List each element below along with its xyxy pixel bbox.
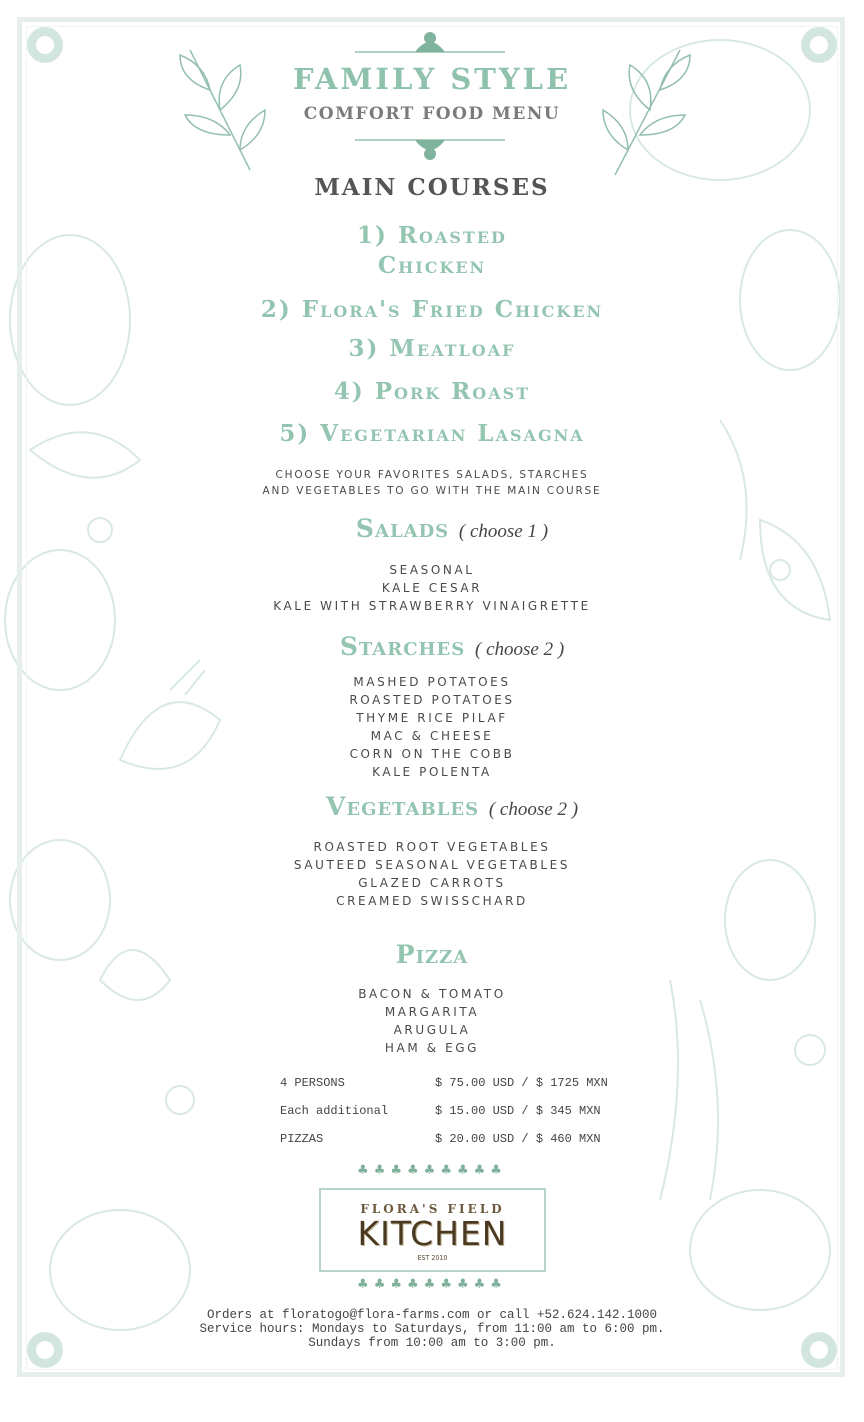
price-row bbox=[280, 1076, 635, 1104]
vegetables-title: Vegetables bbox=[325, 792, 480, 821]
logo-established: EST 2010 bbox=[417, 1254, 448, 1262]
logo-top-text: FLORA'S FIELD bbox=[360, 1202, 505, 1216]
list-item: GLAZED CARROTS bbox=[358, 876, 506, 890]
course-item-1-line1: 1) Roasted bbox=[357, 222, 507, 249]
starches-title: Starches bbox=[339, 632, 466, 661]
list-item: CORN ON THE COBB bbox=[349, 747, 515, 761]
sides-instruction-line2: AND VEGETABLES TO GO WITH THE MAIN COURSE bbox=[262, 485, 602, 497]
sides-instruction-line1: CHOOSE YOUR FAVORITES SALADS, STARCHES bbox=[275, 469, 589, 481]
price-label: Each additional bbox=[280, 1104, 389, 1118]
starches-choose-note: ( choose 2 ) bbox=[475, 639, 565, 660]
price-label: PIZZAS bbox=[280, 1132, 324, 1146]
course-item-4: 4) Pork Roast bbox=[333, 378, 531, 405]
list-item: KALE POLENTA bbox=[372, 765, 492, 779]
course-item-5: 5) Vegetarian Lasagna bbox=[279, 420, 585, 447]
salads-heading bbox=[0, 514, 864, 543]
list-item: MASHED POTATOES bbox=[353, 675, 511, 689]
contact-footer bbox=[0, 1308, 864, 1350]
price-row bbox=[280, 1132, 635, 1160]
vegetables-list bbox=[0, 838, 864, 910]
price-row bbox=[280, 1104, 635, 1132]
list-item: KALE WITH STRAWBERRY VINAIGRETTE bbox=[273, 599, 591, 613]
course-item-1-line2: Chicken bbox=[377, 252, 487, 279]
salads-choose-note: ( choose 1 ) bbox=[458, 521, 549, 542]
footer-hours-sunday: Sundays from 10:00 am to 3:00 pm. bbox=[308, 1336, 556, 1350]
list-item: KALE CESAR bbox=[381, 581, 483, 595]
price-value: $ 15.00 USD / $ 345 MXN bbox=[435, 1104, 601, 1118]
main-courses-heading: MAIN COURSES bbox=[314, 174, 550, 201]
price-value: $ 20.00 USD / $ 460 MXN bbox=[435, 1132, 601, 1146]
footer-hours-weekdays: Service hours: Mondays to Saturdays, from 11:00 am to 6:00 pm. bbox=[199, 1322, 665, 1336]
price-table bbox=[280, 1076, 635, 1160]
list-item: ROASTED ROOT VEGETABLES bbox=[313, 840, 551, 854]
sides-instruction bbox=[0, 467, 864, 499]
pizza-heading: Pizza bbox=[395, 940, 469, 969]
course-item-3: 3) Meatloaf bbox=[348, 335, 516, 362]
list-item: HAM & EGG bbox=[384, 1041, 480, 1055]
course-item-2: 2) Flora's Fried Chicken bbox=[260, 296, 604, 323]
price-value: $ 75.00 USD / $ 1725 MXN bbox=[435, 1076, 608, 1090]
list-item: MAC & CHEESE bbox=[370, 729, 494, 743]
ornament-leaf-row-bottom: ♣♣♣♣♣♣♣♣♣ bbox=[357, 1277, 507, 1292]
salads-title: Salads bbox=[355, 514, 450, 543]
footer-orders: Orders at floratogo@flora-farms.com or call +52.624.142.1000 bbox=[206, 1308, 658, 1322]
list-item: THYME RICE PILAF bbox=[356, 711, 508, 725]
vegetables-heading bbox=[0, 792, 864, 821]
ornament-leaf-row-top: ♣♣♣♣♣♣♣♣♣ bbox=[357, 1163, 507, 1178]
restaurant-logo bbox=[319, 1188, 546, 1272]
list-item: SAUTEED SEASONAL VEGETABLES bbox=[293, 858, 571, 872]
menu-subtitle: COMFORT FOOD MENU bbox=[303, 104, 561, 124]
list-item: SEASONAL bbox=[389, 563, 475, 577]
list-item: BACON & TOMATO bbox=[358, 987, 506, 1001]
menu-title: FAMILY STYLE bbox=[292, 62, 572, 96]
starches-list bbox=[0, 673, 864, 781]
vegetables-choose-note: ( choose 2 ) bbox=[488, 799, 579, 820]
list-item: CREAMED SWISSCHARD bbox=[336, 894, 528, 908]
logo-main-text: KITCHEN bbox=[357, 1214, 508, 1253]
list-item: ROASTED POTATOES bbox=[349, 693, 515, 707]
salads-list bbox=[0, 561, 864, 615]
list-item: MARGARITA bbox=[384, 1005, 480, 1019]
starches-heading bbox=[0, 632, 864, 661]
list-item: ARUGULA bbox=[393, 1023, 471, 1037]
pizza-list bbox=[0, 985, 864, 1057]
price-label: 4 PERSONS bbox=[280, 1076, 345, 1090]
